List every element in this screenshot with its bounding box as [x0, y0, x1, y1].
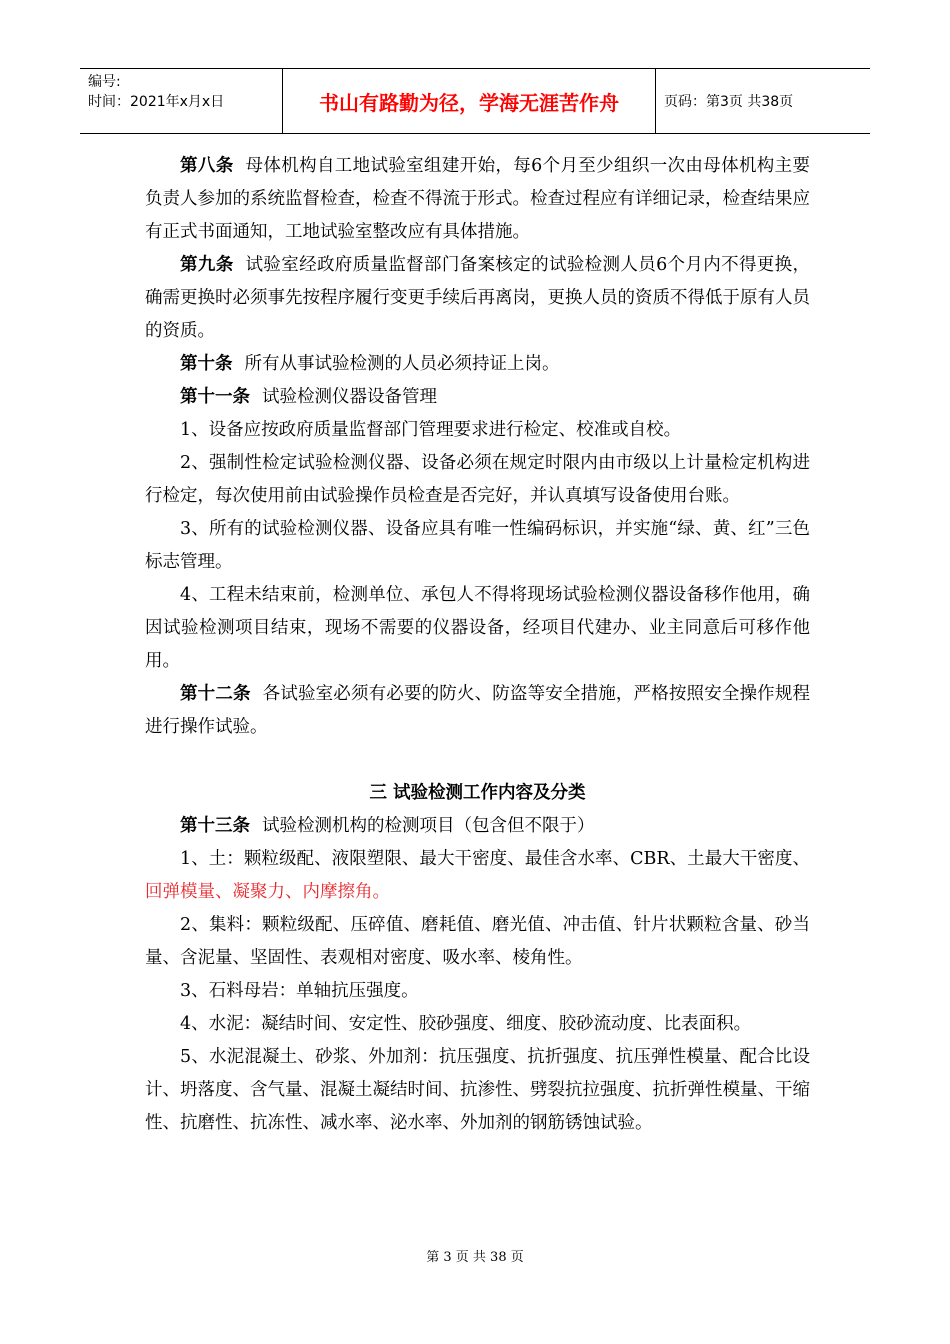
- document-date-label: 时间：2021年x月x日: [88, 94, 225, 110]
- article-title: 第十三条: [180, 816, 250, 836]
- header-meta: [80, 69, 283, 133]
- article-8: [145, 150, 810, 249]
- article-text: 所有从事试验检测的人员必须持证上岗。: [244, 354, 560, 374]
- article-title: 第十条: [180, 354, 233, 374]
- list-item: 4、水泥：凝结时间、安定性、胶砂强度、细度、胶砂流动度、比表面积。: [180, 1014, 752, 1034]
- article-10: [145, 348, 810, 381]
- list-item: 1、设备应按政府质量监督部门管理要求进行检定、校准或自校。: [180, 420, 682, 440]
- article-text: 各试验室必须有必要的防火、防盗等安全措施，严格按照安全操作规程进行操作试验。: [145, 684, 811, 737]
- article-11: [145, 381, 810, 414]
- header-motto: 书山有路勤为径，学海无涯苦作舟: [283, 69, 656, 133]
- article-text: 试验检测机构的检测项目（包含但不限于）: [262, 816, 595, 836]
- article-title: 第十二条: [180, 684, 251, 704]
- header-page-info: 页码：第3页 共38页: [664, 94, 794, 110]
- document-body: [145, 150, 810, 1140]
- list-item-text: 1、土：颗粒级配、液限塑限、最大干密度、最佳含水率、CBR、土最大干密度、: [180, 849, 810, 869]
- article-text: 母体机构自工地试验室组建开始，每6个月至少组织一次由母体机构主要负责人参加的系统监督检查，检查不得流于形式。检查过程应有详细记录，检查结果应有正式书面通知，工地试验室整改应有具体措施。: [145, 156, 810, 242]
- list-item: 2、集料：颗粒级配、压碎值、磨耗值、磨光值、冲击值、针片状颗粒含量、砂当量、含泥量、坚固性、表观相对密度、吸水率、棱角性。: [145, 915, 810, 968]
- list-item: 3、石料母岩：单轴抗压强度。: [180, 981, 419, 1001]
- article-9: [145, 249, 810, 348]
- list-item: 2、强制性检定试验检测仪器、设备必须在规定时限内由市级以上计量检定机构进行检定，每次使用前由试验操作员检查是否完好，并认真填写设备使用台账。: [145, 453, 810, 506]
- article-13: [145, 810, 810, 843]
- document-number-label: 编号:: [88, 74, 121, 90]
- list-item: 3、所有的试验检测仪器、设备应具有唯一性编码标识，并实施“绿、黄、红”三色标志管理。: [145, 519, 810, 572]
- article-title: 第八条: [180, 156, 234, 176]
- highlighted-text: 回弹模量、凝聚力、内摩擦角。: [145, 882, 390, 902]
- article-text: 试验检测仪器设备管理: [262, 387, 437, 407]
- list-item: 5、水泥混凝土、砂浆、外加剂：抗压强度、抗折强度、抗压弹性模量、配合比设计、坍落度、含气量、混凝土凝结时间、抗渗性、劈裂抗拉强度、抗折弹性模量、干缩性、抗磨性、抗冻性、减水率、泌水率、外加剂的钢筋锈蚀试验。: [145, 1047, 810, 1133]
- page-footer: 第 3 页 共 38 页: [426, 1250, 524, 1265]
- article-12: [145, 678, 810, 744]
- list-item: [145, 843, 810, 909]
- page-header: [80, 68, 870, 134]
- article-title: 第十一条: [180, 387, 250, 407]
- list-item: 4、工程未结束前，检测单位、承包人不得将现场试验检测仪器设备移作他用，确因试验检测项目结束，现场不需要的仪器设备，经项目代建办、业主同意后可移作他用。: [145, 585, 810, 671]
- article-title: 第九条: [180, 255, 234, 275]
- article-text: 试验室经政府质量监督部门备案核定的试验检测人员6个月内不得更换，确需更换时必须事先按程序履行变更手续后再离岗，更换人员的资质不得低于原有人员的资质。: [145, 255, 810, 341]
- section-heading: 三 试验检测工作内容及分类: [369, 783, 586, 803]
